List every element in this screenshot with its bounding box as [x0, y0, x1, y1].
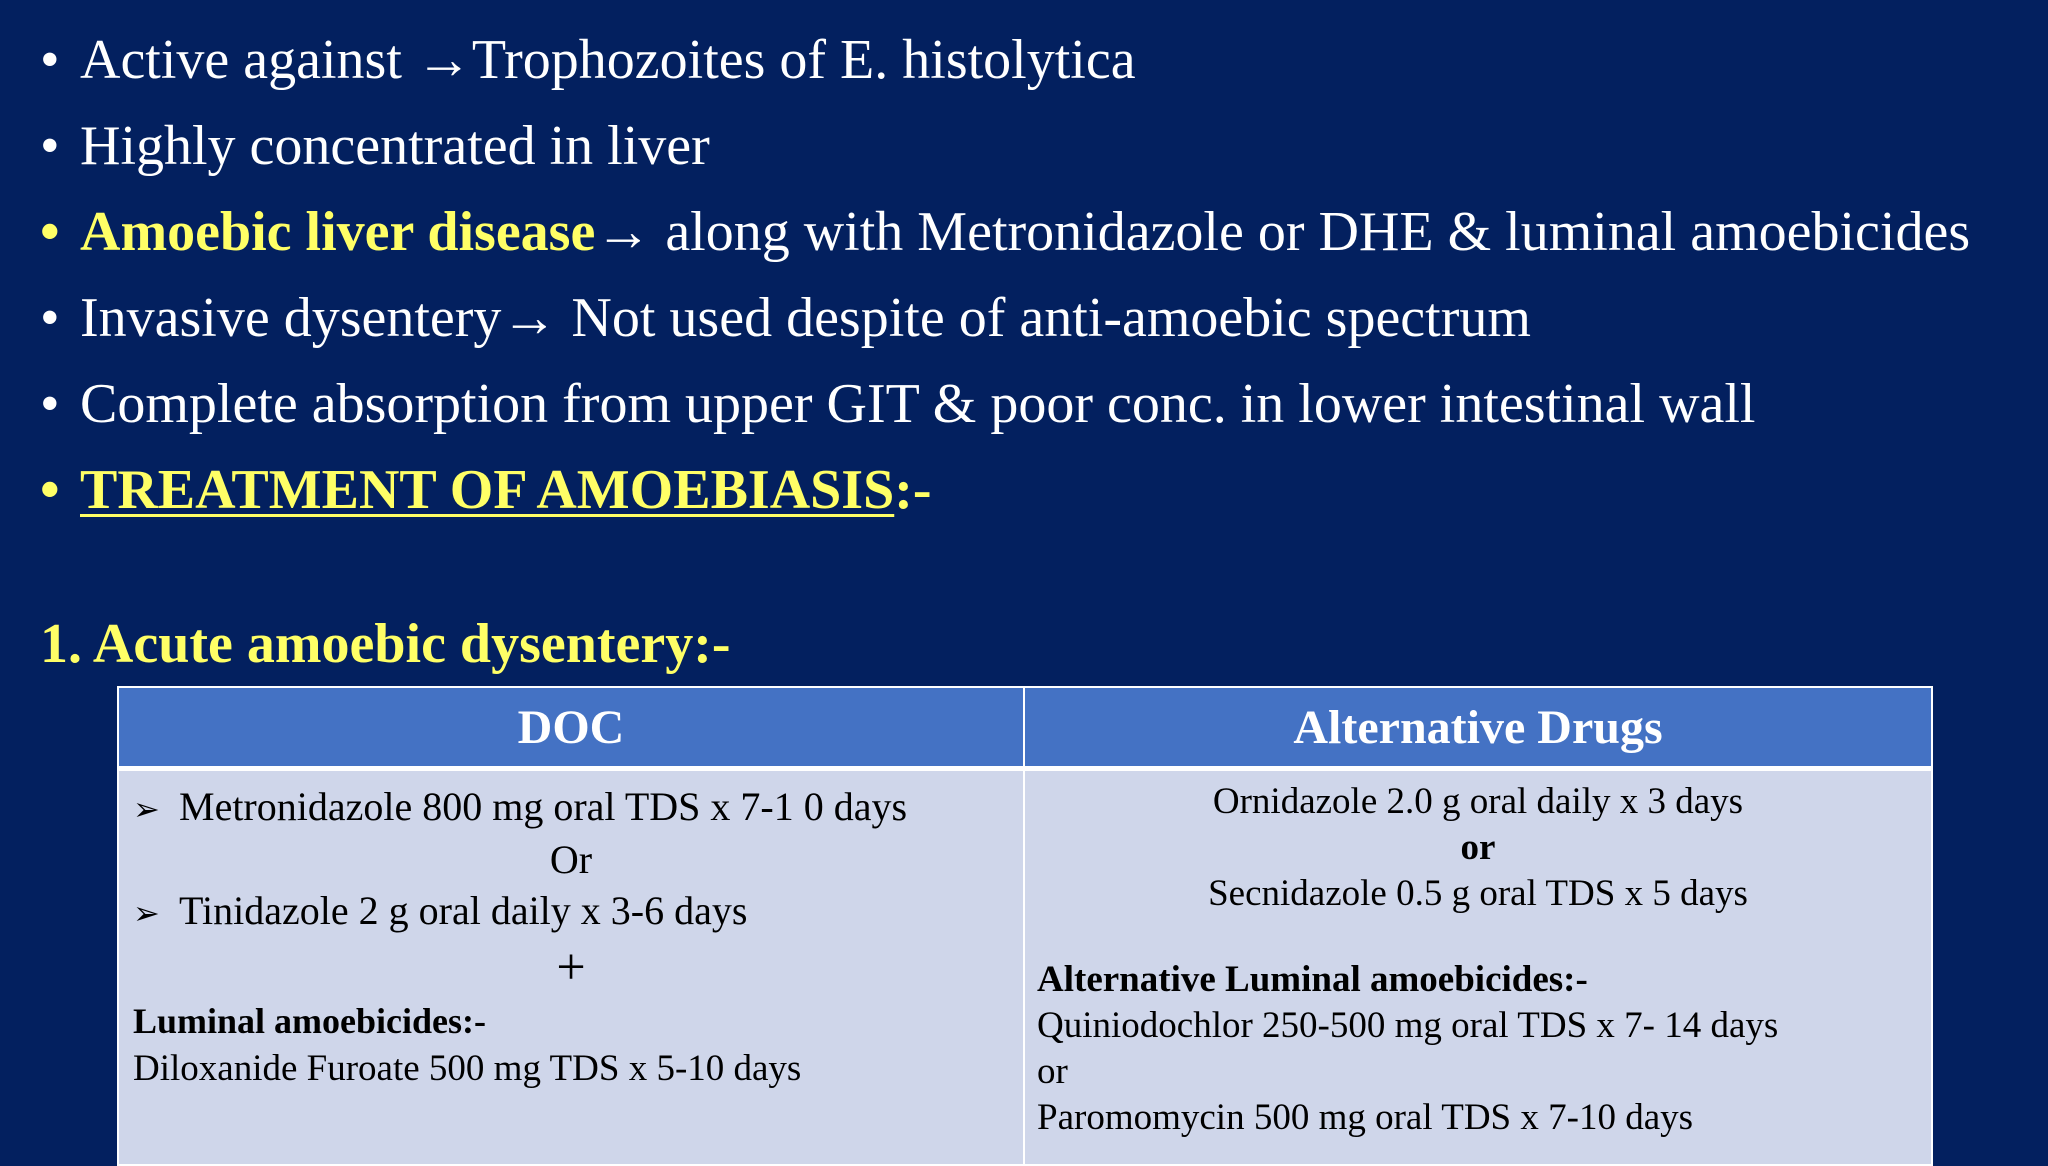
section-heading: 1. Acute amoebic dysentery:-: [40, 613, 731, 675]
bullet-dot-icon: •: [40, 373, 60, 435]
alt-or-1: or: [1460, 827, 1496, 868]
bullet-list: [40, 28, 2020, 544]
bullet-item-1: [40, 28, 2020, 92]
arrow-bullet-icon: ➢: [133, 894, 160, 932]
list-item: [133, 781, 1009, 835]
alt-luminal-1: Quiniodochlor 250-500 mg oral TDS x 7- 14 days: [1037, 1005, 1779, 1046]
bullet-text: → along with Metronidazole or DHE & luminal amoebicides: [595, 201, 1971, 263]
bullet-item-3: [40, 200, 2020, 264]
treatment-suffix: :-: [894, 459, 932, 521]
alt-luminal-label: Alternative Luminal amoebicides:-: [1037, 959, 1588, 1000]
bullet-dot-icon: •: [40, 29, 60, 91]
treatment-table: [117, 686, 1933, 1166]
bullet-item-6: [40, 458, 2020, 522]
bullet-text: Complete absorption from upper GIT & poor conc. in lower intestinal wall: [80, 373, 1756, 435]
bullet-text: Active against →Trophozoites of E. histolytica: [80, 29, 1136, 91]
doc-cell: [118, 769, 1024, 1166]
header-doc: DOC: [118, 687, 1024, 769]
bullet-item-2: [40, 114, 2020, 178]
alt-line-1: Ornidazole 2.0 g oral daily x 3 days: [1212, 781, 1744, 822]
bullet-dot-icon: •: [40, 115, 60, 177]
alternative-cell: [1024, 769, 1932, 1166]
plus-sign: +: [556, 939, 586, 996]
bullet-dot-icon: •: [40, 287, 60, 349]
bullet-dot-icon: •: [40, 459, 60, 521]
arrow-bullet-icon: ➢: [133, 790, 160, 828]
bullet-item-4: [40, 286, 2020, 350]
bullet-text: Invasive dysentery→ Not used despite of anti-amoebic spectrum: [80, 287, 1531, 349]
luminal-drug: Diloxanide Furoate 500 mg TDS x 5-10 days: [133, 1048, 802, 1089]
alt-luminal-2: Paromomycin 500 mg oral TDS x 7-10 days: [1037, 1097, 1694, 1138]
treatment-heading: TREATMENT OF AMOEBIASIS: [80, 459, 895, 521]
bullet-text: Highly concentrated in liver: [80, 115, 710, 177]
bullet-highlight: Amoebic liver disease: [80, 201, 596, 263]
table-header-row: [118, 687, 1932, 769]
alt-or-2: or: [1037, 1051, 1068, 1092]
luminal-label: Luminal amoebicides:-: [133, 1001, 487, 1041]
bullet-item-5: [40, 372, 2020, 436]
table-row: [118, 769, 1932, 1166]
bullet-dot-icon: •: [40, 201, 60, 263]
doc-item-2: Tinidazole 2 g oral daily x 3-6 days: [179, 888, 748, 933]
alt-line-2: Secnidazole 0.5 g oral TDS x 5 days: [1208, 873, 1748, 914]
doc-item-1: Metronidazole 800 mg oral TDS x 7-1 0 days: [179, 784, 908, 829]
header-alternative: Alternative Drugs: [1024, 687, 1932, 769]
doc-or: Or: [549, 837, 593, 882]
list-item: [133, 885, 1009, 939]
